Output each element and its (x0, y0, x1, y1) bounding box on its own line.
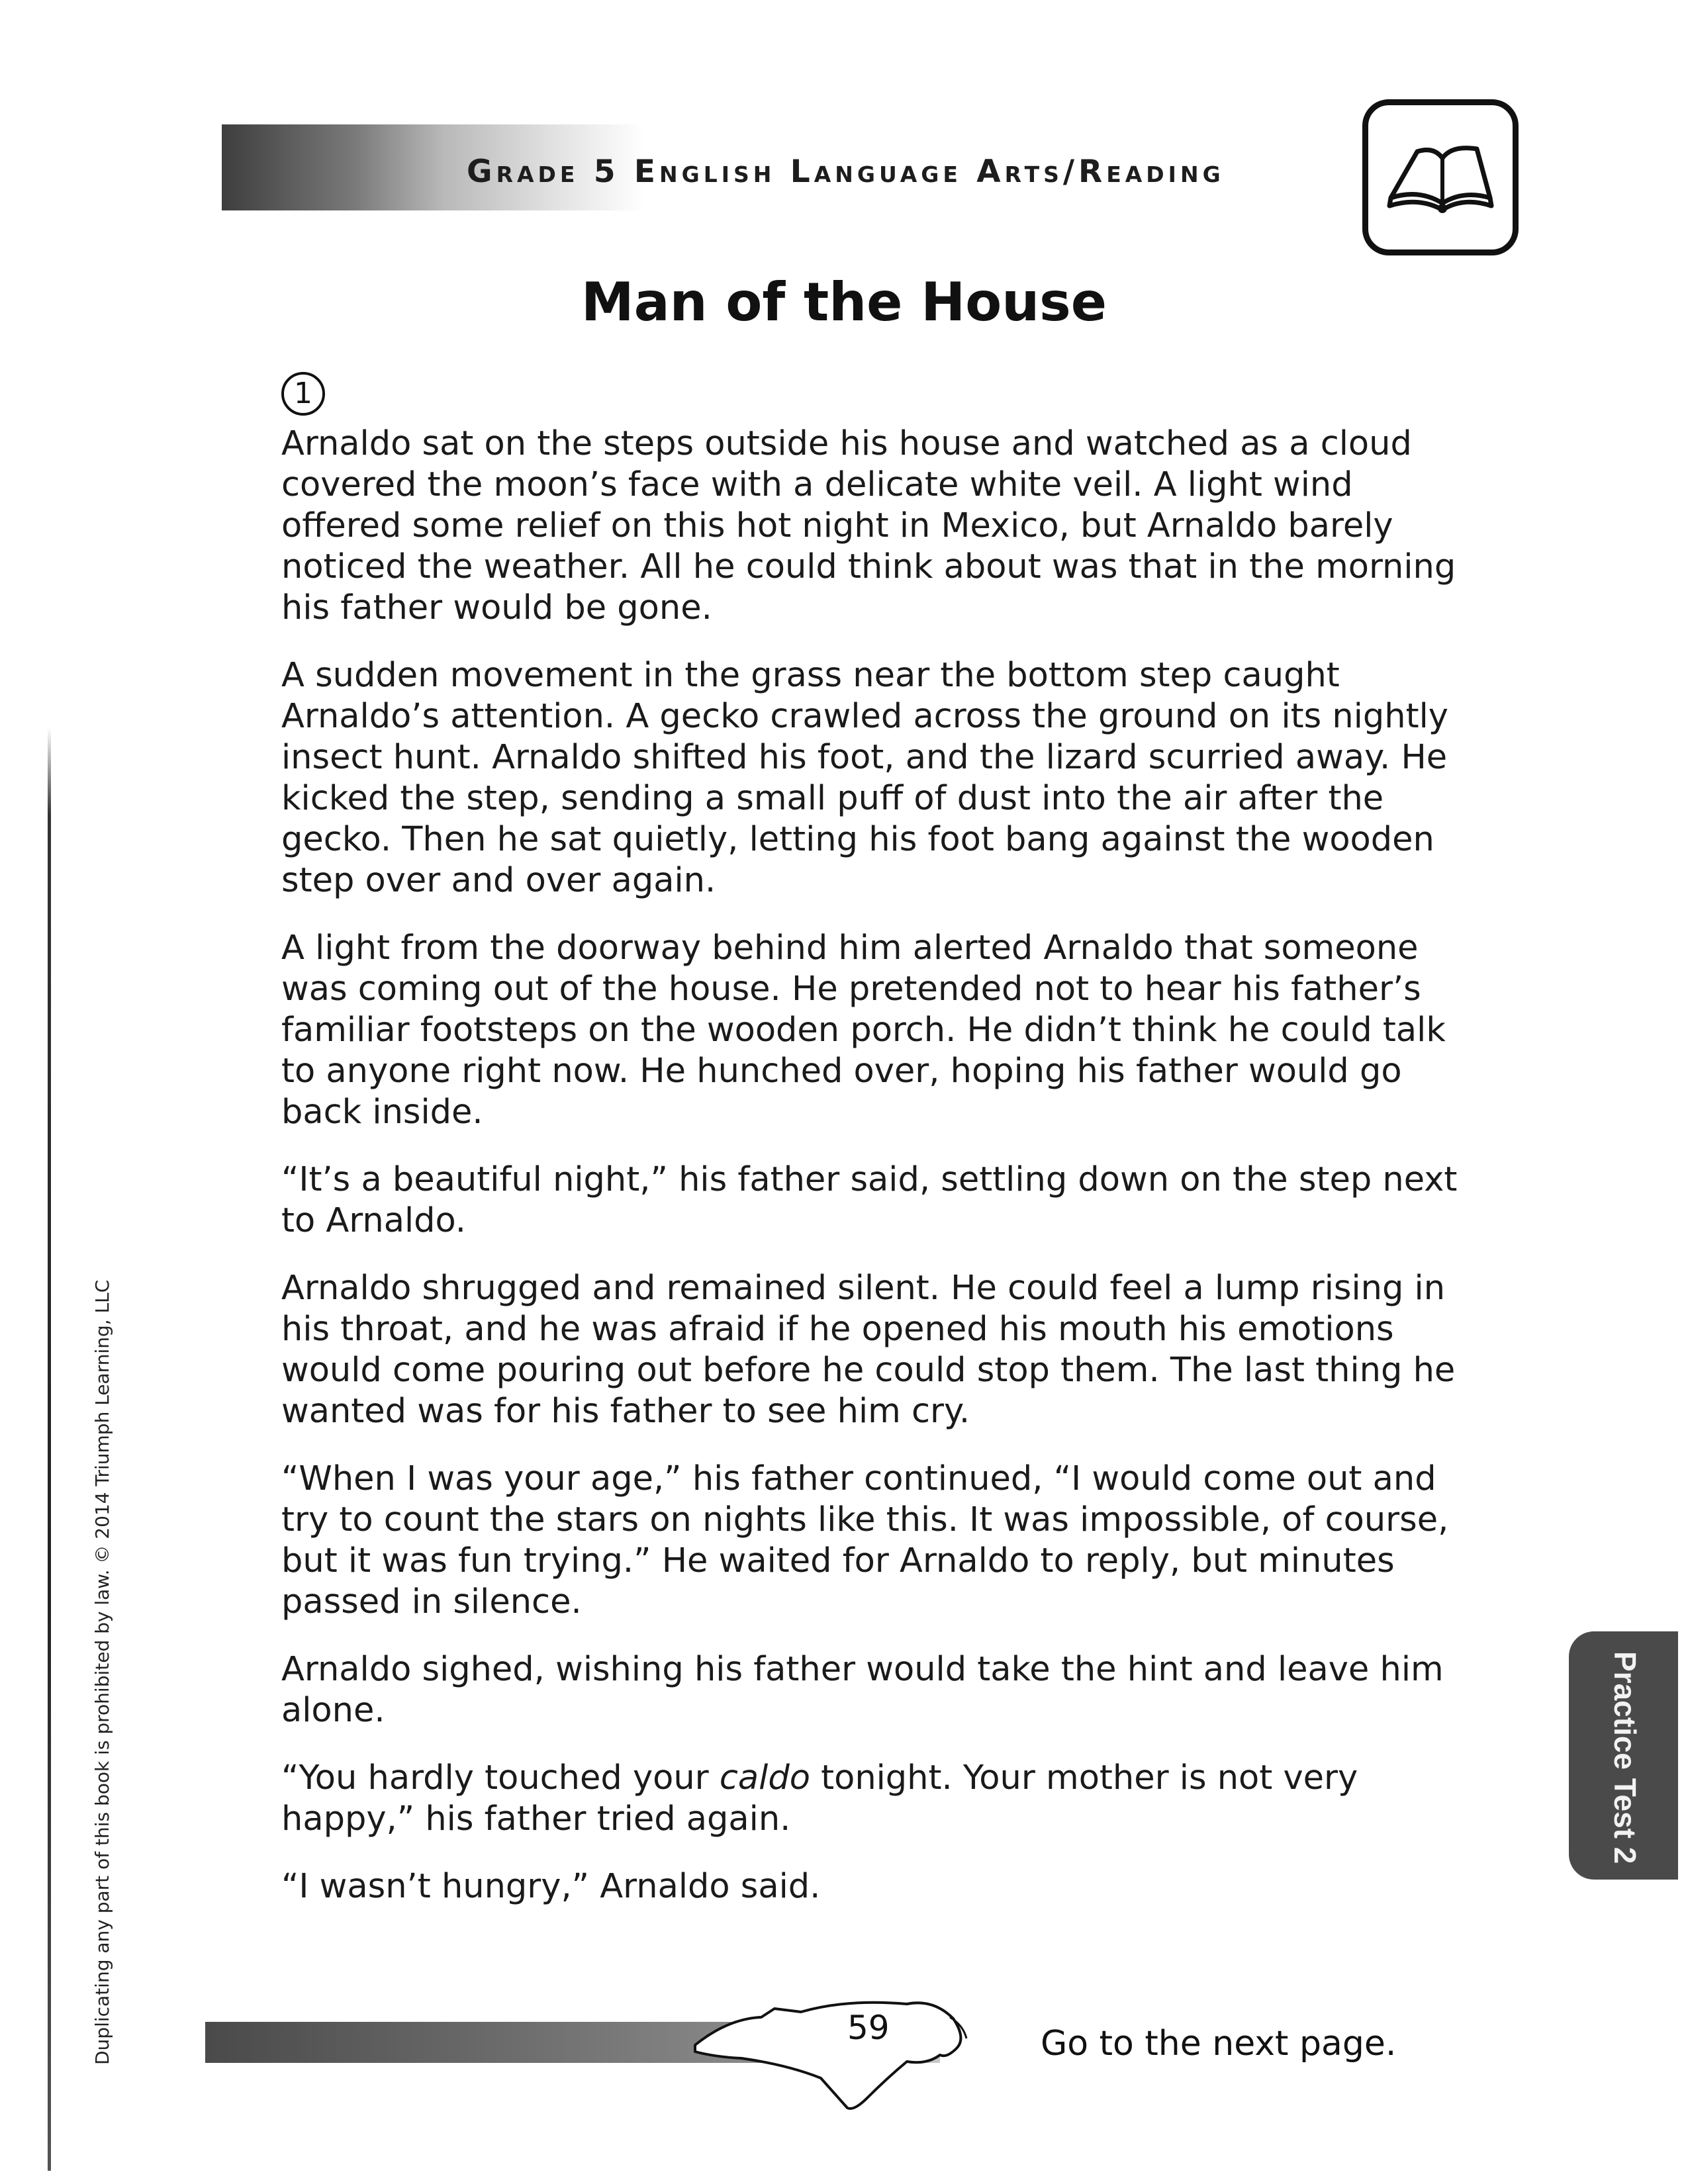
paragraph-text: tonight. Your mother is not very happy,” his father tried again. (281, 1758, 1358, 1839)
open-book-icon (1362, 99, 1519, 255)
header-title: Grade 5 English Language Arts/Reading (467, 154, 1225, 190)
paragraph: Arnaldo sat on the steps outside his house and watched as a cloud covered the moon’s face with a delicate white veil. A light wind offered some relief on this hot night in Mexico, but Arnaldo barely noticed the weather. All he could think about was that in the morning his father would be gone. (281, 424, 1456, 627)
paragraph: Arnaldo shrugged and remained silent. He could feel a lump rising in his throat, and he was afraid if he opened his mouth his emotions would come pouring out before he could stop them. The last thing he wanted was for his father to see him cry. (281, 1269, 1456, 1431)
paragraph-text: “You hardly touched your (281, 1758, 720, 1797)
paragraph (281, 1758, 1463, 1840)
paragraph: “When I was your age,” his father continued, “I would come out and try to count the stars on nights like this. It was impossible, of course, but it was fun trying.” He waited for Arnaldo to reply, but minutes passed in silence. (281, 1459, 1449, 1621)
paragraph: A light from the doorway behind him alerted Arnaldo that someone was coming out of the house. He pretended not to hear his father’s familiar footsteps on the wooden porch. He didn’t think he could talk to anyone right now. He hunched over, hoping his father would go back inside. (281, 929, 1446, 1132)
paragraph: Arnaldo sighed, wishing his father would take the hint and leave him alone. (281, 1650, 1444, 1730)
italic-word: caldo (719, 1758, 810, 1797)
section-marker: 1 (281, 372, 325, 416)
paragraph: A sudden movement in the grass near the bottom step caught Arnaldo’s attention. A gecko crawled across the ground on its nightly insect hunt. Arnaldo shifted his foot, and the lizard scurried away. He kicked the step, sending a small puff of dust into the air after the gecko. Then he sat quietly, letting his foot bang against the wooden step over and over again. (281, 656, 1448, 900)
practice-test-label: Practice Test 2 (1608, 1651, 1642, 1864)
paragraph: “I wasn’t hungry,” Arnaldo said. (281, 1867, 821, 1906)
practice-test-tab (1569, 1631, 1678, 1880)
page-number: 59 (847, 2009, 890, 2047)
paragraph: “It’s a beautiful night,” his father said, settling down on the step next to Arnaldo. (281, 1160, 1458, 1240)
story-passage (281, 424, 1463, 1934)
next-page-prompt: Go to the next page. (1041, 2024, 1397, 2064)
story-title: Man of the House (581, 271, 1107, 333)
margin-rule (48, 728, 51, 2171)
copyright-notice: Duplicating any part of this book is prohibited by law. © 2014 Triumph Learning, LLC (91, 1279, 113, 2065)
